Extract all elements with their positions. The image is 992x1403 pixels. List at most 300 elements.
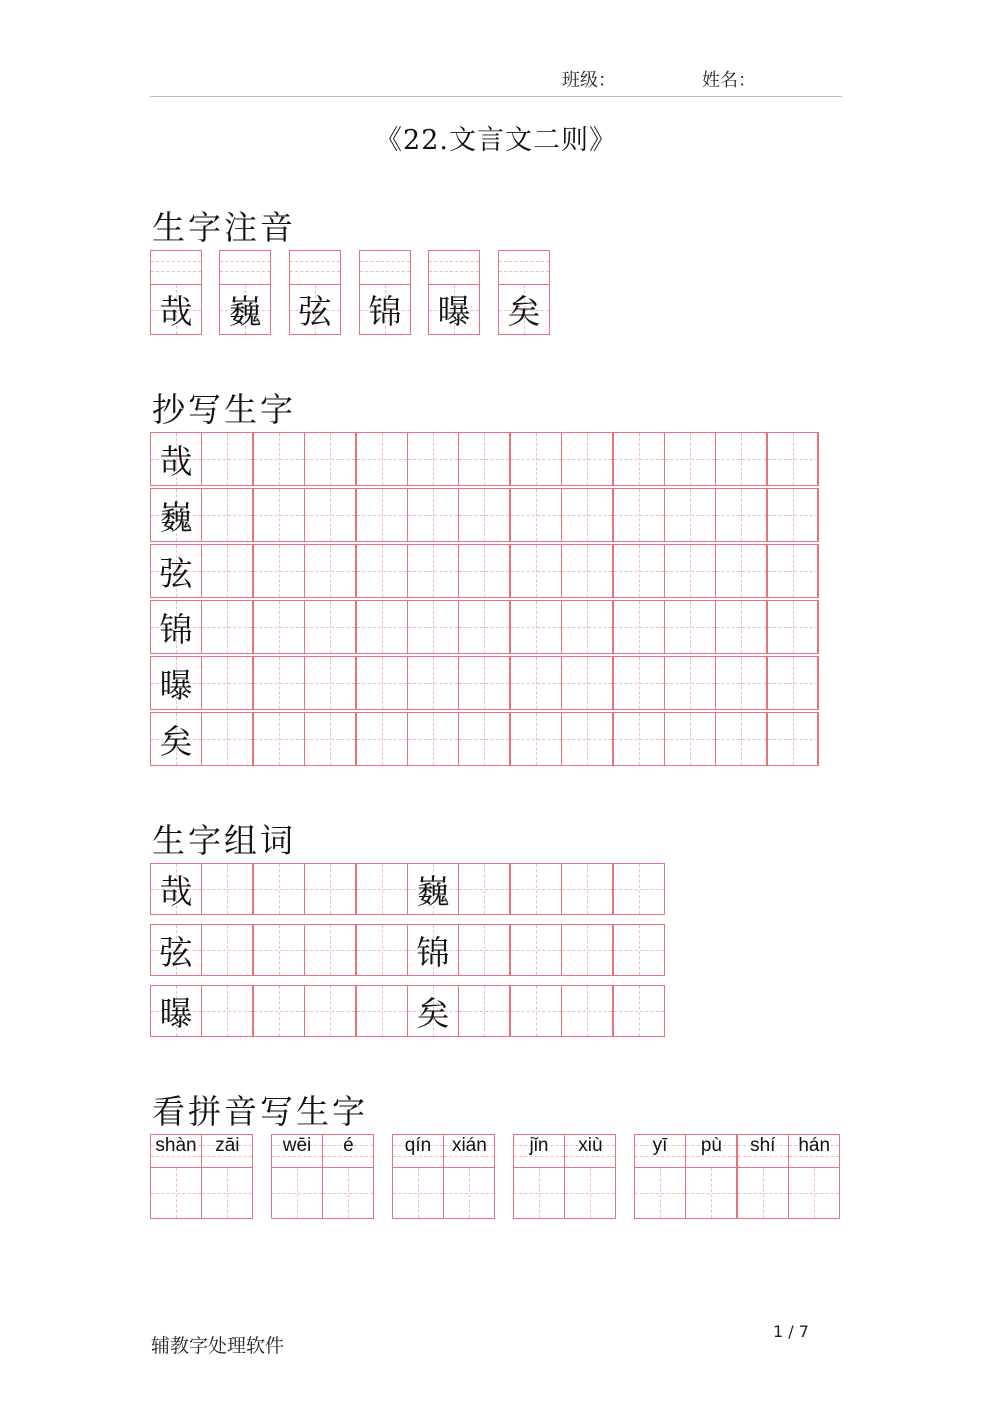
grid-guide-vertical: [330, 545, 331, 597]
grid-guide-vertical: [330, 657, 331, 709]
copy-practice-cell[interactable]: [715, 488, 767, 542]
pinyin-text: wēi: [282, 1135, 312, 1156]
copy-model-cell[interactable]: [150, 432, 202, 486]
character-text: 锦: [368, 292, 402, 331]
grid-guide-vertical: [433, 545, 434, 597]
grid-guide-vertical: [433, 713, 434, 765]
copy-practice-cell[interactable]: [253, 432, 305, 486]
grid-guide-vertical: [348, 1168, 349, 1218]
copy-practice-cell[interactable]: [613, 488, 665, 542]
word-model-cell[interactable]: [150, 924, 202, 976]
copy-practice-cell[interactable]: [407, 544, 459, 598]
section-title-zuci: 生字组词: [152, 821, 296, 860]
copy-practice-cell[interactable]: [407, 432, 459, 486]
copy-practice-cell[interactable]: [201, 600, 253, 654]
pinyin-answer-cell[interactable]: [322, 1167, 374, 1219]
grid-guide-vertical: [227, 601, 228, 653]
pinyin-text: yī: [652, 1135, 668, 1156]
copy-practice-cell[interactable]: [767, 488, 819, 542]
zhuyin-char-cell[interactable]: [150, 284, 202, 335]
copy-practice-cell[interactable]: [510, 544, 562, 598]
copy-practice-cell[interactable]: [767, 656, 819, 710]
pinyin-answer-cell[interactable]: [685, 1167, 737, 1219]
pinyin-answer-cell[interactable]: [788, 1167, 840, 1219]
grid-guide-vertical: [763, 1168, 764, 1218]
grid-guide-vertical: [536, 864, 537, 914]
character-text: 矣: [507, 292, 541, 331]
grid-guide-vertical: [741, 601, 742, 653]
copy-practice-cell[interactable]: [304, 544, 356, 598]
grid-guide-vertical: [660, 1168, 661, 1218]
grid-guide-vertical: [433, 601, 434, 653]
grid-guide-vertical: [690, 489, 691, 541]
copy-practice-cell[interactable]: [767, 544, 819, 598]
copy-practice-cell[interactable]: [664, 600, 716, 654]
copy-practice-cell[interactable]: [201, 656, 253, 710]
zhuyin-char-cell[interactable]: [219, 284, 271, 335]
copy-practice-cell[interactable]: [253, 544, 305, 598]
copy-practice-cell[interactable]: [407, 656, 459, 710]
copy-practice-cell[interactable]: [304, 656, 356, 710]
grid-guide-vertical: [690, 601, 691, 653]
pinyin-guide-line: [429, 261, 479, 262]
grid-guide-vertical: [741, 433, 742, 485]
character-text: 哉: [159, 441, 193, 481]
character-text: 矣: [416, 993, 450, 1033]
copy-practice-cell[interactable]: [561, 488, 613, 542]
pinyin-guide-line: [290, 271, 340, 272]
section-title-zhuyin: 生字注音: [152, 208, 296, 247]
copy-practice-cell[interactable]: [561, 712, 613, 766]
pinyin-prompt-box: [513, 1134, 565, 1167]
pinyin-answer-cell[interactable]: [201, 1167, 253, 1219]
copy-practice-cell[interactable]: [561, 656, 613, 710]
copy-practice-cell[interactable]: [510, 656, 562, 710]
copy-practice-cell[interactable]: [253, 488, 305, 542]
grid-guide-vertical: [469, 1168, 470, 1218]
grid-guide-vertical: [741, 713, 742, 765]
grid-guide-vertical: [793, 713, 794, 765]
grid-guide-vertical: [711, 1168, 712, 1218]
section-title-chaoxie: 抄写生字: [152, 390, 296, 429]
grid-guide-vertical: [279, 489, 280, 541]
copy-practice-cell[interactable]: [510, 488, 562, 542]
copy-model-cell[interactable]: [150, 656, 202, 710]
grid-guide-vertical: [484, 601, 485, 653]
grid-guide-vertical: [382, 545, 383, 597]
grid-guide-vertical: [587, 545, 588, 597]
word-practice-cell[interactable]: [304, 924, 356, 976]
grid-guide-vertical: [382, 986, 383, 1036]
character-text: 哉: [159, 871, 193, 911]
grid-guide-vertical: [587, 601, 588, 653]
pinyin-prompt-box: [392, 1134, 444, 1167]
copy-practice-cell[interactable]: [458, 712, 510, 766]
grid-guide-vertical: [587, 657, 588, 709]
pinyin-text: zāi: [215, 1135, 240, 1156]
word-practice-cell[interactable]: [613, 985, 665, 1037]
word-model-cell[interactable]: [407, 985, 459, 1037]
grid-guide-vertical: [639, 601, 640, 653]
copy-practice-cell[interactable]: [458, 600, 510, 654]
character-text: 巍: [228, 292, 262, 331]
word-model-cell[interactable]: [407, 924, 459, 976]
pinyin-answer-box[interactable]: [498, 250, 550, 284]
character-text: 曝: [159, 665, 193, 705]
copy-model-cell[interactable]: [150, 544, 202, 598]
pinyin-answer-cell[interactable]: [150, 1167, 202, 1219]
pinyin-text: qín: [404, 1135, 432, 1156]
footer-software: 辅教字处理软件: [151, 1335, 285, 1357]
grid-guide-vertical: [741, 545, 742, 597]
grid-guide-vertical: [690, 713, 691, 765]
grid-guide-vertical: [587, 986, 588, 1036]
copy-practice-cell[interactable]: [715, 544, 767, 598]
pinyin-text: xiù: [578, 1135, 603, 1156]
grid-guide-vertical: [484, 433, 485, 485]
copy-practice-cell[interactable]: [356, 712, 408, 766]
pinyin-text: pù: [700, 1135, 722, 1156]
grid-guide-vertical: [536, 601, 537, 653]
word-practice-cell[interactable]: [458, 924, 510, 976]
grid-guide-vertical: [793, 601, 794, 653]
grid-guide-vertical: [227, 925, 228, 975]
copy-practice-cell[interactable]: [715, 712, 767, 766]
pinyin-answer-box[interactable]: [150, 250, 202, 284]
pinyin-answer-cell[interactable]: [271, 1167, 323, 1219]
copy-practice-cell[interactable]: [201, 432, 253, 486]
pinyin-guide-line: [151, 271, 201, 272]
pinyin-answer-cell[interactable]: [634, 1167, 686, 1219]
grid-guide-vertical: [587, 433, 588, 485]
copy-model-cell[interactable]: [150, 712, 202, 766]
grid-guide-vertical: [587, 864, 588, 914]
word-practice-cell[interactable]: [253, 985, 305, 1037]
character-text: 矣: [159, 721, 193, 761]
word-practice-cell[interactable]: [356, 924, 408, 976]
grid-guide-vertical: [382, 657, 383, 709]
grid-guide-vertical: [279, 713, 280, 765]
copy-practice-cell[interactable]: [664, 544, 716, 598]
copy-practice-cell[interactable]: [201, 712, 253, 766]
zhuyin-char-cell[interactable]: [428, 284, 480, 335]
copy-practice-cell[interactable]: [407, 712, 459, 766]
zhuyin-char-cell[interactable]: [498, 284, 550, 335]
pinyin-answer-box[interactable]: [289, 250, 341, 284]
pinyin-text: shí: [750, 1135, 776, 1156]
character-text: 巍: [159, 497, 193, 537]
copy-practice-cell[interactable]: [356, 432, 408, 486]
grid-guide-vertical: [536, 713, 537, 765]
pinyin-prompt-box: [322, 1134, 374, 1167]
grid-guide-vertical: [382, 489, 383, 541]
grid-guide-vertical: [814, 1168, 815, 1218]
copy-practice-cell[interactable]: [664, 656, 716, 710]
grid-guide-vertical: [536, 433, 537, 485]
word-practice-cell[interactable]: [201, 863, 253, 915]
grid-guide-vertical: [330, 489, 331, 541]
word-practice-cell[interactable]: [458, 863, 510, 915]
grid-guide-vertical: [536, 657, 537, 709]
pinyin-text: jǐn: [529, 1135, 549, 1156]
copy-practice-cell[interactable]: [510, 600, 562, 654]
grid-guide-vertical: [793, 545, 794, 597]
grid-guide-vertical: [418, 1168, 419, 1218]
copy-model-cell[interactable]: [150, 600, 202, 654]
pinyin-prompt-box: [150, 1134, 202, 1167]
grid-guide-vertical: [484, 545, 485, 597]
pinyin-answer-box[interactable]: [219, 250, 271, 284]
grid-guide-vertical: [227, 1168, 228, 1218]
grid-guide-vertical: [639, 657, 640, 709]
name-label: 姓名：: [702, 70, 756, 91]
grid-guide-vertical: [279, 657, 280, 709]
grid-guide-vertical: [793, 657, 794, 709]
copy-practice-cell[interactable]: [561, 600, 613, 654]
grid-guide-vertical: [227, 489, 228, 541]
grid-guide-vertical: [279, 433, 280, 485]
grid-guide-vertical: [297, 1168, 298, 1218]
character-text: 哉: [159, 292, 193, 331]
page-title: 《22.文言文二则》: [375, 125, 617, 156]
copy-practice-cell[interactable]: [407, 488, 459, 542]
copy-practice-cell[interactable]: [613, 600, 665, 654]
copy-practice-cell[interactable]: [356, 544, 408, 598]
grid-guide-vertical: [536, 986, 537, 1036]
pinyin-prompt-box: [685, 1134, 737, 1167]
copy-practice-cell[interactable]: [561, 544, 613, 598]
word-model-cell[interactable]: [407, 863, 459, 915]
pinyin-guide-line: [499, 271, 549, 272]
pinyin-answer-box[interactable]: [359, 250, 411, 284]
grid-guide-vertical: [433, 433, 434, 485]
pinyin-text: é: [343, 1135, 354, 1156]
copy-practice-cell[interactable]: [356, 656, 408, 710]
grid-guide-vertical: [382, 864, 383, 914]
grid-guide-vertical: [590, 1168, 591, 1218]
character-text: 曝: [159, 993, 193, 1033]
grid-guide-vertical: [536, 545, 537, 597]
grid-guide-vertical: [382, 713, 383, 765]
word-practice-cell[interactable]: [458, 985, 510, 1037]
grid-guide-vertical: [433, 489, 434, 541]
page-number: 1 / 7: [773, 1322, 809, 1341]
copy-practice-cell[interactable]: [407, 600, 459, 654]
grid-guide-vertical: [690, 433, 691, 485]
copy-practice-cell[interactable]: [304, 712, 356, 766]
pinyin-guide-line: [360, 271, 410, 272]
grid-guide-vertical: [484, 925, 485, 975]
copy-practice-cell[interactable]: [458, 432, 510, 486]
grid-guide-vertical: [227, 713, 228, 765]
word-practice-cell[interactable]: [510, 985, 562, 1037]
zhuyin-char-cell[interactable]: [359, 284, 411, 335]
pinyin-prompt-box: [271, 1134, 323, 1167]
pinyin-prompt-box: [443, 1134, 495, 1167]
grid-guide-vertical: [330, 925, 331, 975]
grid-guide-vertical: [539, 1168, 540, 1218]
copy-practice-cell[interactable]: [767, 432, 819, 486]
grid-guide-vertical: [793, 489, 794, 541]
copy-model-cell[interactable]: [150, 488, 202, 542]
copy-practice-cell[interactable]: [613, 712, 665, 766]
grid-guide-vertical: [227, 657, 228, 709]
grid-guide-vertical: [330, 433, 331, 485]
grid-guide-vertical: [279, 986, 280, 1036]
copy-practice-cell[interactable]: [767, 600, 819, 654]
grid-guide-vertical: [279, 545, 280, 597]
character-text: 曝: [437, 292, 471, 331]
copy-practice-cell[interactable]: [664, 712, 716, 766]
pinyin-text: xián: [451, 1135, 487, 1156]
word-practice-cell[interactable]: [613, 863, 665, 915]
copy-practice-cell[interactable]: [304, 432, 356, 486]
pinyin-prompt-box: [737, 1134, 789, 1167]
copy-practice-cell[interactable]: [304, 600, 356, 654]
pinyin-prompt-box: [564, 1134, 616, 1167]
character-text: 弦: [159, 553, 193, 593]
copy-practice-cell[interactable]: [664, 432, 716, 486]
grid-guide-vertical: [587, 925, 588, 975]
copy-practice-cell[interactable]: [458, 544, 510, 598]
copy-practice-cell[interactable]: [253, 712, 305, 766]
grid-guide-vertical: [330, 986, 331, 1036]
pinyin-guide-line: [220, 271, 270, 272]
pinyin-guide-line: [220, 261, 270, 262]
copy-practice-cell[interactable]: [715, 600, 767, 654]
grid-guide-vertical: [330, 713, 331, 765]
copy-practice-cell[interactable]: [458, 488, 510, 542]
pinyin-guide-line: [429, 271, 479, 272]
pinyin-prompt-box: [788, 1134, 840, 1167]
pinyin-answer-cell[interactable]: [564, 1167, 616, 1219]
grid-guide-vertical: [639, 713, 640, 765]
word-practice-cell[interactable]: [304, 985, 356, 1037]
copy-practice-cell[interactable]: [613, 432, 665, 486]
grid-guide-vertical: [741, 489, 742, 541]
copy-practice-cell[interactable]: [715, 656, 767, 710]
grid-guide-vertical: [639, 489, 640, 541]
class-label: 班级：: [562, 70, 616, 91]
grid-guide-vertical: [484, 986, 485, 1036]
word-practice-cell[interactable]: [561, 863, 613, 915]
pinyin-guide-line: [151, 261, 201, 262]
grid-guide-vertical: [639, 864, 640, 914]
grid-guide-vertical: [639, 433, 640, 485]
grid-guide-vertical: [587, 713, 588, 765]
word-practice-cell[interactable]: [510, 863, 562, 915]
grid-guide-vertical: [484, 657, 485, 709]
copy-practice-cell[interactable]: [304, 488, 356, 542]
character-text: 弦: [298, 292, 332, 331]
grid-guide-vertical: [279, 864, 280, 914]
zhuyin-char-cell[interactable]: [289, 284, 341, 335]
grid-guide-vertical: [484, 864, 485, 914]
section-title-kanpinyin: 看拼音写生字: [152, 1092, 368, 1131]
character-text: 弦: [159, 932, 193, 972]
word-model-cell[interactable]: [150, 863, 202, 915]
word-practice-cell[interactable]: [304, 863, 356, 915]
grid-guide-vertical: [690, 657, 691, 709]
grid-guide-vertical: [176, 1168, 177, 1218]
grid-guide-vertical: [382, 925, 383, 975]
copy-practice-cell[interactable]: [458, 656, 510, 710]
grid-guide-vertical: [227, 986, 228, 1036]
grid-guide-vertical: [587, 489, 588, 541]
grid-guide-vertical: [227, 433, 228, 485]
copy-practice-cell[interactable]: [253, 600, 305, 654]
copy-practice-cell[interactable]: [715, 432, 767, 486]
pinyin-answer-cell[interactable]: [443, 1167, 495, 1219]
grid-guide-vertical: [690, 545, 691, 597]
word-practice-cell[interactable]: [356, 985, 408, 1037]
grid-guide-vertical: [639, 986, 640, 1036]
pinyin-answer-cell[interactable]: [513, 1167, 565, 1219]
word-practice-cell[interactable]: [613, 924, 665, 976]
copy-practice-cell[interactable]: [201, 488, 253, 542]
character-text: 锦: [416, 932, 450, 972]
copy-practice-cell[interactable]: [664, 488, 716, 542]
word-practice-cell[interactable]: [510, 924, 562, 976]
grid-guide-vertical: [227, 864, 228, 914]
pinyin-prompt-box: [201, 1134, 253, 1167]
grid-guide-vertical: [279, 601, 280, 653]
copy-practice-cell[interactable]: [510, 712, 562, 766]
grid-guide-vertical: [639, 925, 640, 975]
grid-guide-vertical: [741, 657, 742, 709]
grid-guide-vertical: [279, 925, 280, 975]
word-model-cell[interactable]: [150, 985, 202, 1037]
copy-practice-cell[interactable]: [767, 712, 819, 766]
copy-practice-cell[interactable]: [561, 432, 613, 486]
word-practice-cell[interactable]: [253, 863, 305, 915]
grid-guide-vertical: [382, 433, 383, 485]
word-practice-cell[interactable]: [201, 924, 253, 976]
word-practice-cell[interactable]: [561, 924, 613, 976]
grid-guide-vertical: [639, 545, 640, 597]
copy-practice-cell[interactable]: [201, 544, 253, 598]
grid-guide-vertical: [227, 545, 228, 597]
pinyin-text: hán: [798, 1135, 831, 1156]
word-practice-cell[interactable]: [561, 985, 613, 1037]
grid-guide-vertical: [793, 433, 794, 485]
grid-guide-vertical: [330, 601, 331, 653]
pinyin-answer-box[interactable]: [428, 250, 480, 284]
pinyin-guide-line: [499, 261, 549, 262]
copy-practice-cell[interactable]: [253, 656, 305, 710]
pinyin-answer-cell[interactable]: [737, 1167, 789, 1219]
pinyin-guide-line: [360, 261, 410, 262]
copy-practice-cell[interactable]: [613, 656, 665, 710]
character-text: 巍: [416, 871, 450, 911]
word-practice-cell[interactable]: [356, 863, 408, 915]
pinyin-guide-line: [290, 261, 340, 262]
grid-guide-vertical: [330, 864, 331, 914]
grid-guide-vertical: [433, 657, 434, 709]
pinyin-answer-cell[interactable]: [392, 1167, 444, 1219]
copy-practice-cell[interactable]: [510, 432, 562, 486]
copy-practice-cell[interactable]: [356, 600, 408, 654]
copy-practice-cell[interactable]: [613, 544, 665, 598]
copy-practice-cell[interactable]: [356, 488, 408, 542]
word-practice-cell[interactable]: [253, 924, 305, 976]
grid-guide-vertical: [484, 489, 485, 541]
grid-guide-vertical: [382, 601, 383, 653]
word-practice-cell[interactable]: [201, 985, 253, 1037]
grid-guide-vertical: [536, 925, 537, 975]
grid-guide-vertical: [484, 713, 485, 765]
pinyin-text: shàn: [155, 1135, 197, 1156]
